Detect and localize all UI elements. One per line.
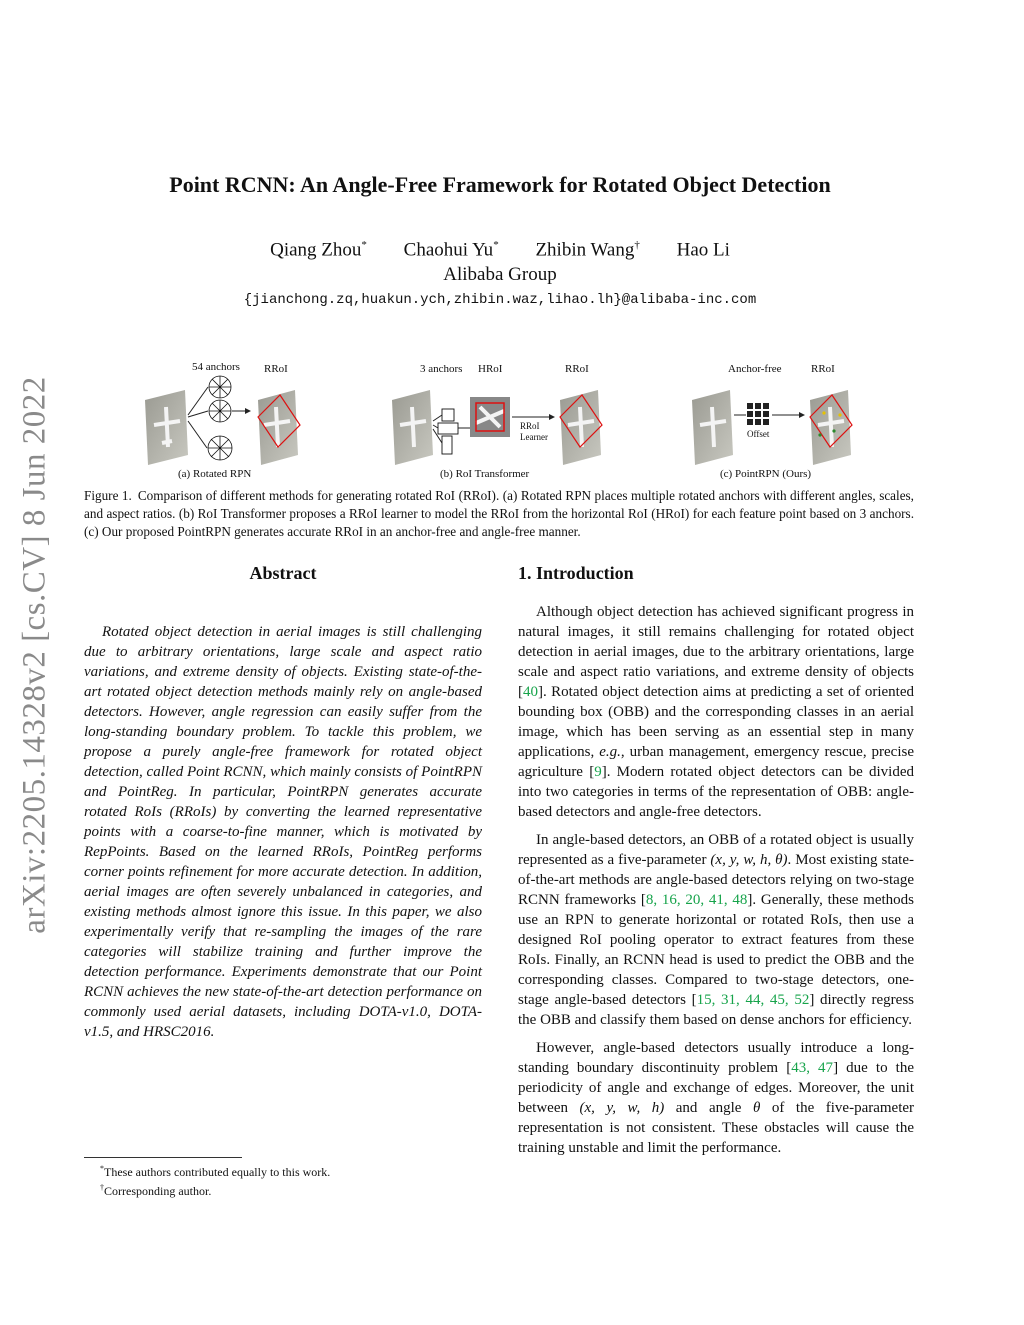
introduction-body [518, 602, 914, 1166]
intro-paragraph-3: However, angle-based detectors usually introduce a long-standing boundary discontinuity problem [43, 47] due to the periodicity of angle and exchange of edges. Moreover, the unit between (x, y, w, h) and angle θ of the five-parameter representation is not consistent. These obstacles will cause the training unstable and limit the performance. [518, 1040, 915, 1156]
author: Zhibin Wang† [535, 239, 640, 261]
citation-link[interactable]: 8, 16, 20, 41, 48 [645, 892, 748, 908]
citation-link[interactable]: 15, 31, 44, 45, 52 [696, 992, 810, 1008]
panel-b-hroi-label: HRoI [478, 363, 503, 375]
footnote-equal-contribution: *These authors contributed equally to this work. [100, 1164, 331, 1179]
arxiv-identifier: arXiv:2205.14328v2 [cs.CV] 8 Jun 2022 [16, 376, 53, 934]
figure-1-caption-text: Comparison of different methods for generating rotated RoI (RRoI). (a) Rotated RPN places multiple rotated anchors with different angles, scales, and aspect ratios. (b) RoI Transformer proposes a RRoI learner to model the RRoI from the horizontal RoI (HRoI) for each feature point based on 3 anchors. (c) Our proposed PointRPN generates accurate RRoI in an anchor-free and angle-free manner. [84, 488, 914, 539]
author: Qiang Zhou* [270, 239, 367, 261]
panel-b-rroi-label: RRoI [565, 363, 589, 375]
abstract-body: Rotated object detection in aerial images is still challenging due to arbitrary orientations, large scale and aspect ratio variations, and extreme density of objects. Existing state-of-the-art rotated object detection methods mainly rely on angle-based detectors. However, angle regression can easily suffer from the long-standing boundary problem. To tackle this problem, we propose a purely angle-free framework for rotated object detection, called Point RCNN, which mainly consists of PointRPN and PointReg. In particular, PointRPN generates accurate rotated RoIs (RRoIs) by converting the learned representative points with a coarse-to-fine manner, which is motivated by RepPoints. Based on the learned RRoIs, PointReg performs corner points refinement for more accurate detection. In addition, aerial images are often severely unbalanced in categories, and existing methods almost ignore this issue. In this paper, we also experimentally verify that re-sampling the images of the rare categories will stabilize training and further improve the detection performance. Experiments demonstrate that our Point RCNN achieves the new state-of-the-art detection performance on commonly used aerial datasets, including DOTA-v1.0, DOTA-v1.5, and HRSC2016. [84, 624, 482, 1040]
figure-1-caption [84, 487, 914, 541]
panel-c-offset-label: Offset [747, 429, 770, 439]
panel-c-rroi-output [810, 390, 852, 465]
figure-1-diagram [140, 355, 900, 485]
figure-1-caption-label: Figure 1. [84, 488, 132, 503]
author: Hao Li [676, 239, 730, 261]
citation-link[interactable]: 40 [523, 684, 538, 700]
author-list [0, 239, 1000, 261]
panel-a-input-image [145, 390, 188, 465]
panel-c-rroi-label: RRoI [811, 363, 835, 375]
affiliation: Alibaba Group [443, 264, 557, 285]
panel-b-hroi [470, 397, 510, 437]
intro-paragraph-1: Although object detection has achieved significant progress in natural images, it still remains challenging for rotated object detection in aerial images, due to the arbitrary orientations, large scale and aspect ratio variations, and extreme density of objects [40]. Rotated object detection aims at predicting a set of oriented bounding box (OBB) and the corresponding classes in an aerial image, which has been serving as an essential step in many applications, e.g., urban management, emergency rescue, precise agriculture [9]. Modern rotated object detectors can be divided into two categories in terms of the representation of OBB: angle-based detectors and angle-free detectors. [518, 604, 915, 820]
panel-b-learner-label-2: Learner [520, 432, 548, 442]
panel-b-caption: (b) RoI Transformer [440, 468, 530, 480]
citation-link[interactable]: 43, 47 [791, 1060, 834, 1076]
author-emails: {jianchong.zq,huakun.ych,zhibin.waz,lihao.lh}@alibaba-inc.com [243, 292, 757, 308]
panel-c-anchor-free-label: Anchor-free [728, 363, 782, 375]
panel-b-input-image [392, 390, 433, 465]
paper-title: Point RCNN: An Angle-Free Framework for Rotated Object Detection [169, 172, 831, 197]
panel-c-input-image [692, 390, 733, 465]
footnotes [100, 1161, 330, 1199]
panel-b-anchors-label: 3 anchors [420, 363, 463, 375]
panel-a-anchor-wheels [208, 376, 232, 460]
introduction-heading: 1. Introduction [518, 563, 634, 583]
abstract-heading: Abstract [249, 563, 317, 583]
panel-a-rroi-output [258, 390, 300, 465]
footnote-divider [84, 1157, 242, 1158]
panel-a-caption: (a) Rotated RPN [178, 468, 252, 480]
arxiv-sidebar [4, 365, 66, 945]
intro-paragraph-2: In angle-based detectors, an OBB of a rotated object is usually represented as a five-parameter (x, y, w, h, θ). Most existing state-of-the-art methods are angle-based detectors relying on two-stage RCNN frameworks [8, 16, 20, 41, 48]. Generally, these methods use an RPN to generate horizontal or rotated RoIs, then use a designed RoI pooling operator to extract features from these RoIs. Finally, an RCNN head is used to predict the OBB and the corresponding classes. Compared to two-stage detectors, one-stage angle-based detectors [15, 31, 44, 45, 52] directly regress the OBB and classify them based on dense anchors for efficiency. [518, 832, 915, 1028]
panel-c-offset-grid [747, 403, 769, 425]
panel-b-learner-label-1: RRoI [520, 421, 540, 431]
panel-c-caption: (c) PointRPN (Ours) [720, 468, 812, 480]
panel-a-anchors-label: 54 anchors [192, 361, 240, 373]
panel-b-rroi-output [560, 390, 602, 465]
author: Chaohui Yu* [403, 239, 499, 261]
panel-a-rroi-label: RRoI [264, 363, 288, 375]
figure-1 [140, 355, 900, 485]
citation-link[interactable]: 9 [594, 764, 602, 780]
footnote-corresponding-author: †Corresponding author. [100, 1183, 212, 1198]
